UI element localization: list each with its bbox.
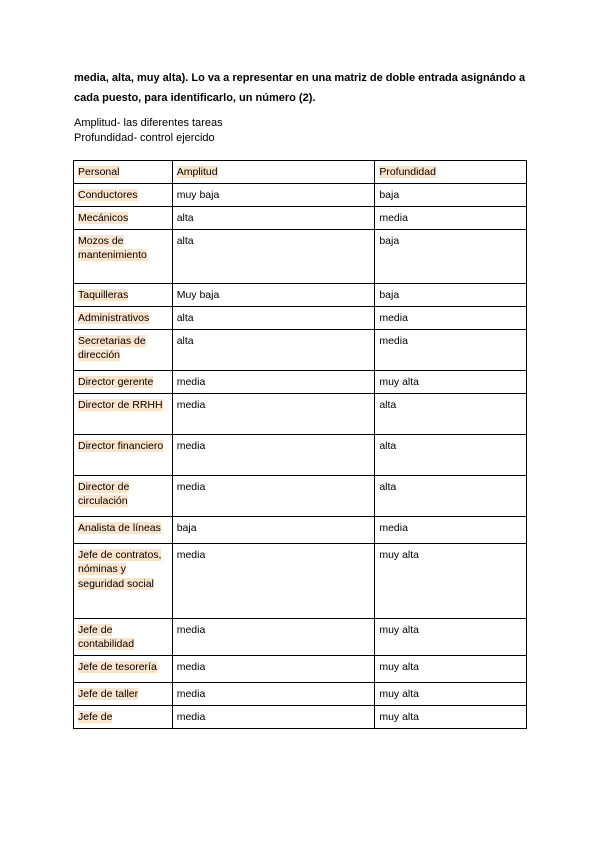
cell-profundidad: muy alta bbox=[375, 682, 527, 705]
cell-profundidad: media bbox=[375, 516, 527, 543]
table-row bbox=[74, 543, 527, 618]
table-row bbox=[74, 682, 527, 705]
table-row bbox=[74, 183, 527, 206]
cell-profundidad: alta bbox=[375, 393, 527, 434]
header-personal: Personal bbox=[74, 161, 173, 184]
table-row bbox=[74, 655, 527, 682]
job-matrix-table bbox=[73, 160, 527, 729]
cell-profundidad: muy alta bbox=[375, 705, 527, 728]
cell-profundidad: muy alta bbox=[375, 370, 527, 393]
cell-amplitud: media bbox=[172, 393, 375, 434]
cell-amplitud: media bbox=[172, 705, 375, 728]
cell-personal: Jefe de contabilidad bbox=[74, 618, 173, 655]
table-row bbox=[74, 705, 527, 728]
cell-amplitud: alta bbox=[172, 306, 375, 329]
table-row bbox=[74, 516, 527, 543]
cell-personal: Secretarias de dirección bbox=[74, 329, 173, 370]
table-row bbox=[74, 206, 527, 229]
cell-personal: Director de RRHH bbox=[74, 393, 173, 434]
table-row bbox=[74, 393, 527, 434]
cell-amplitud: alta bbox=[172, 329, 375, 370]
cell-profundidad: baja bbox=[375, 283, 527, 306]
table-row bbox=[74, 618, 527, 655]
cell-profundidad: baja bbox=[375, 183, 527, 206]
table-row bbox=[74, 306, 527, 329]
cell-amplitud: media bbox=[172, 618, 375, 655]
cell-amplitud: media bbox=[172, 655, 375, 682]
table-row bbox=[74, 434, 527, 475]
cell-personal: Jefe de taller bbox=[74, 682, 173, 705]
cell-profundidad: muy alta bbox=[375, 618, 527, 655]
cell-amplitud: media bbox=[172, 370, 375, 393]
cell-personal: Director financiero bbox=[74, 434, 173, 475]
cell-profundidad: baja bbox=[375, 229, 527, 283]
cell-personal: Conductores bbox=[74, 183, 173, 206]
cell-amplitud: baja bbox=[172, 516, 375, 543]
cell-profundidad: media bbox=[375, 206, 527, 229]
cell-personal: Jefe de tesorería bbox=[74, 655, 173, 682]
table-row bbox=[74, 283, 527, 306]
cell-personal: Mozos de mantenimiento bbox=[74, 229, 173, 283]
cell-personal: Director de circulación bbox=[74, 475, 173, 516]
cell-amplitud: alta bbox=[172, 229, 375, 283]
table-row bbox=[74, 229, 527, 283]
cell-profundidad: muy alta bbox=[375, 543, 527, 618]
cell-personal: Jefe de contratos, nóminas y seguridad social bbox=[74, 543, 173, 618]
definition-profundidad: Profundidad- control ejercido bbox=[74, 132, 215, 144]
cell-personal: Administrativos bbox=[74, 306, 173, 329]
cell-profundidad: alta bbox=[375, 434, 527, 475]
cell-amplitud: media bbox=[172, 434, 375, 475]
cell-amplitud: media bbox=[172, 543, 375, 618]
cell-amplitud: Muy baja bbox=[172, 283, 375, 306]
intro-paragraph: media, alta, muy alta). Lo va a representar en una matriz de doble entrada asignándo a cada puesto, para identificarlo, un número (2). bbox=[74, 72, 526, 104]
cell-amplitud: media bbox=[172, 682, 375, 705]
cell-profundidad: media bbox=[375, 306, 527, 329]
cell-amplitud: media bbox=[172, 475, 375, 516]
definition-amplitud: Amplitud- las diferentes tareas bbox=[74, 117, 223, 129]
cell-profundidad: media bbox=[375, 329, 527, 370]
header-profundidad: Profundidad bbox=[375, 161, 527, 184]
cell-personal: Analista de líneas bbox=[74, 516, 173, 543]
cell-amplitud: muy baja bbox=[172, 183, 375, 206]
table-row bbox=[74, 329, 527, 370]
cell-personal: Director gerente bbox=[74, 370, 173, 393]
cell-profundidad: muy alta bbox=[375, 655, 527, 682]
table-row bbox=[74, 475, 527, 516]
cell-personal: Mecánicos bbox=[74, 206, 173, 229]
cell-amplitud: alta bbox=[172, 206, 375, 229]
header-amplitud: Amplitud bbox=[172, 161, 375, 184]
cell-personal: Taquilleras bbox=[74, 283, 173, 306]
table-header-row bbox=[74, 161, 527, 184]
cell-personal: Jefe de bbox=[74, 705, 173, 728]
cell-profundidad: alta bbox=[375, 475, 527, 516]
table-row bbox=[74, 370, 527, 393]
